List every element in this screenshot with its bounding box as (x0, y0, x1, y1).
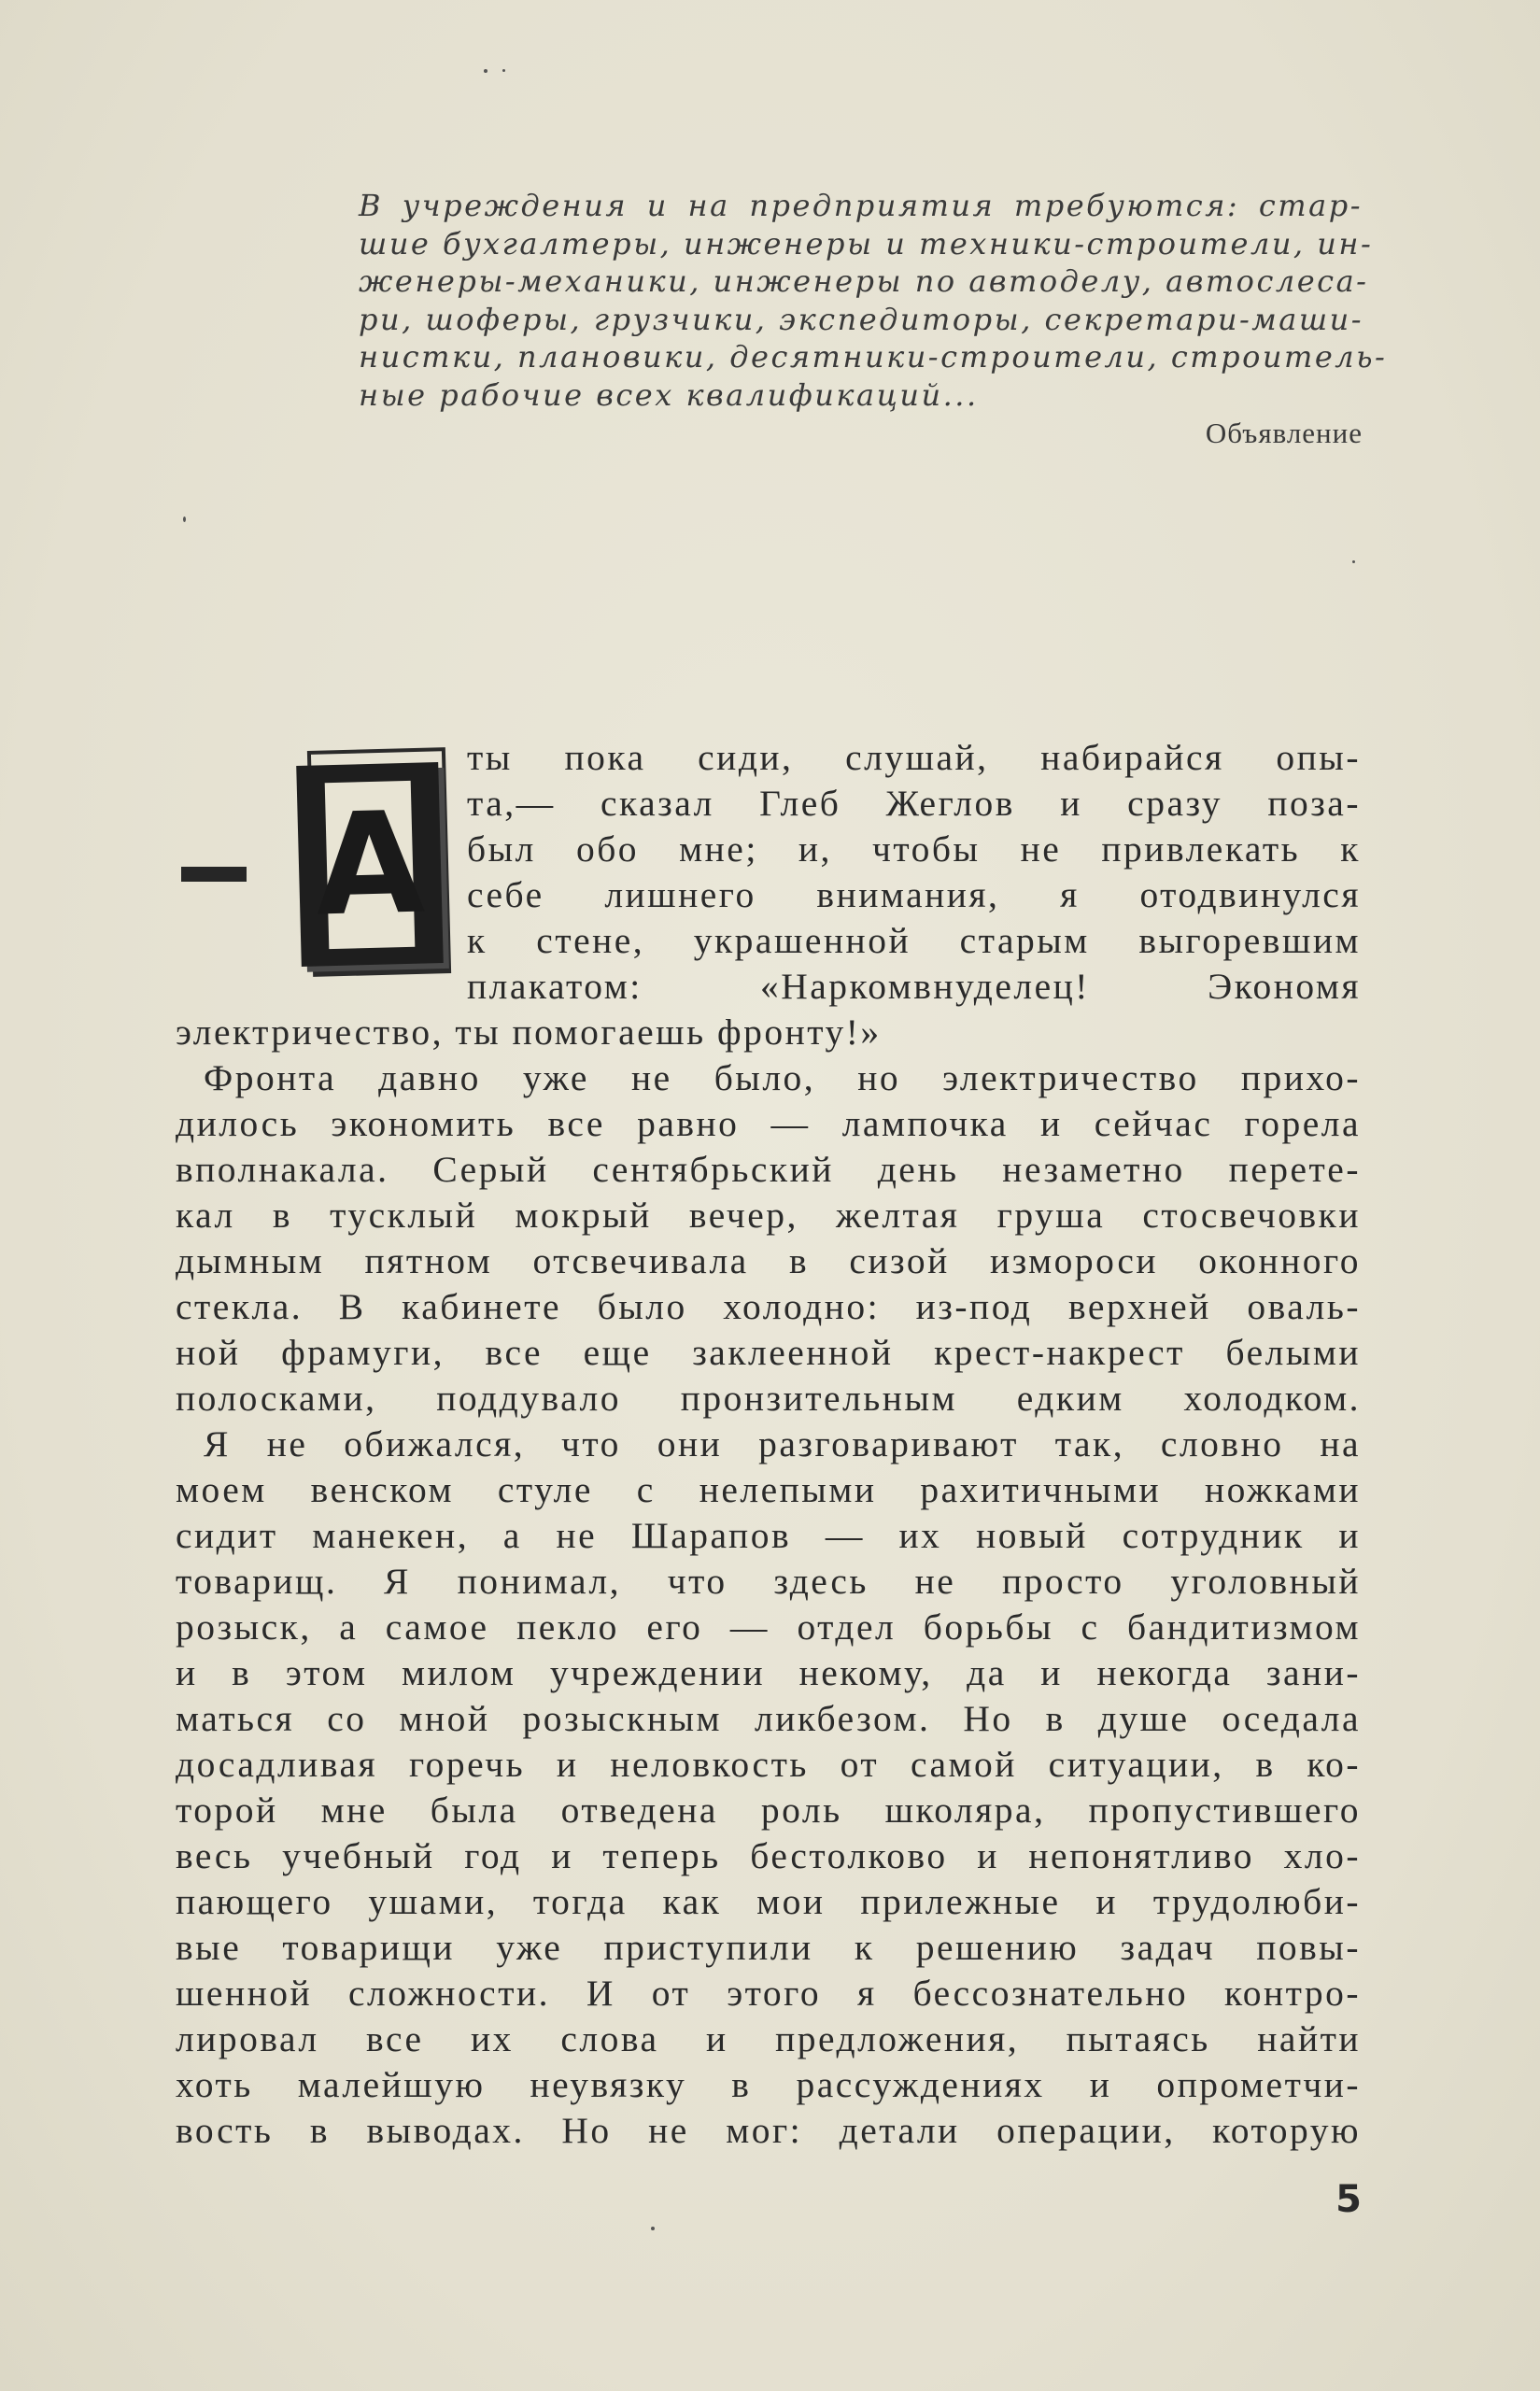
print-speck (651, 2227, 655, 2230)
epigraph-line: В учреждения и на предприятия требуются: стар- (359, 188, 1363, 223)
text-line: себе лишнего внимания, я отодвинулся (467, 874, 1361, 915)
epigraph-line: ные рабочие всех квалификаций... (359, 376, 979, 413)
text-line: Я не обижался, что они разговаривают так, словно на (204, 1423, 1361, 1464)
text-line: весь учебный год и теперь бестолково и непонятливо хло- (176, 1835, 1361, 1876)
dialogue-dash (181, 867, 247, 882)
text-line: вость в выводах. Но не мог: детали операции, которую (176, 2110, 1361, 2151)
text-line: шенной сложности. И от этого я бессознательно контро- (176, 1973, 1361, 2014)
text-line: Фронта давно уже не было, но электричество прихо- (204, 1057, 1361, 1098)
text-line: лировал все их слова и предложения, пытаясь найти (176, 2018, 1361, 2059)
dropcap (296, 762, 444, 967)
text-line: розыск, а самое пекло его — отдел борьбы с бандитизмом (176, 1606, 1361, 1648)
epigraph-line: нистки, плановики, десятники-строители, строитель- (359, 339, 1388, 375)
epigraph-line: шие бухгалтеры, инженеры и техники-строители, ин- (359, 225, 1374, 262)
text-line: маться со мной розыскным ликбезом. Но в душе оседала (176, 1698, 1361, 1739)
text-line: стекла. В кабинете было холодно: из-под верхней оваль- (176, 1286, 1361, 1327)
text-line: досадливая горечь и неловкость от самой ситуации, в ко- (176, 1744, 1361, 1785)
print-speck (183, 516, 186, 522)
text-line: электричество, ты помогаешь фронту!» (176, 1012, 882, 1053)
text-line: полосками, поддувало пронзительным едким холодком. (176, 1378, 1361, 1419)
text-line: дымным пятном отсвечивала в сизой измороси оконного (176, 1240, 1361, 1281)
text-line: хоть малейшую неувязку в рассуждениях и опрометчи- (176, 2064, 1361, 2105)
text-line: сидит манекен, а не Шарапов — их новый сотрудник и (176, 1515, 1361, 1556)
text-line: был обо мне; и, чтобы не привлекать к (467, 828, 1361, 870)
text-line: дилось экономить все равно — лампочка и сейчас горела (176, 1103, 1361, 1144)
print-speck (484, 69, 487, 73)
text-line: и в этом милом учреждении некому, да и некогда зани- (176, 1652, 1361, 1693)
text-line: вые товарищи уже приступили к решению задач повы- (176, 1927, 1361, 1968)
text-line: вполнакала. Серый сентябрьский день незаметно перете- (176, 1149, 1361, 1190)
text-line: та,— сказал Глеб Жеглов и сразу поза- (467, 783, 1361, 824)
epigraph-line: женеры-механики, инженеры по автоделу, автослеса- (359, 263, 1369, 299)
epigraph (359, 187, 1388, 414)
text-line: пающего ушами, тогда как мои прилежные и трудолюби- (176, 1881, 1361, 1922)
text-line: ты пока сиди, слушай, набирайся опы- (467, 737, 1361, 778)
text-line: плакатом: «Наркомвнуделец! Экономя (467, 966, 1361, 1007)
text-line: к стене, украшенной старым выгоревшим (467, 920, 1361, 961)
epigraph-source: Объявление (1205, 417, 1363, 449)
text-line: моем венском стуле с нелепыми рахитичными ножками (176, 1469, 1361, 1510)
print-speck (1352, 560, 1355, 563)
text-line: торой мне была отведена роль школяра, пропустившего (176, 1790, 1361, 1831)
text-line: товарищ. Я понимал, что здесь не просто уголовный (176, 1561, 1361, 1602)
page-number: 5 (1335, 2178, 1362, 2221)
dropcap-letter: А (313, 782, 427, 947)
text-line: ной фрамуги, все еще заклеенной крест-накрест белыми (176, 1332, 1361, 1373)
epigraph-line: ри, шоферы, грузчики, экспедиторы, секретари-маши- (359, 301, 1364, 337)
print-speck (502, 69, 505, 72)
text-line: кал в тусклый мокрый вечер, желтая груша стосвечовки (176, 1195, 1361, 1236)
